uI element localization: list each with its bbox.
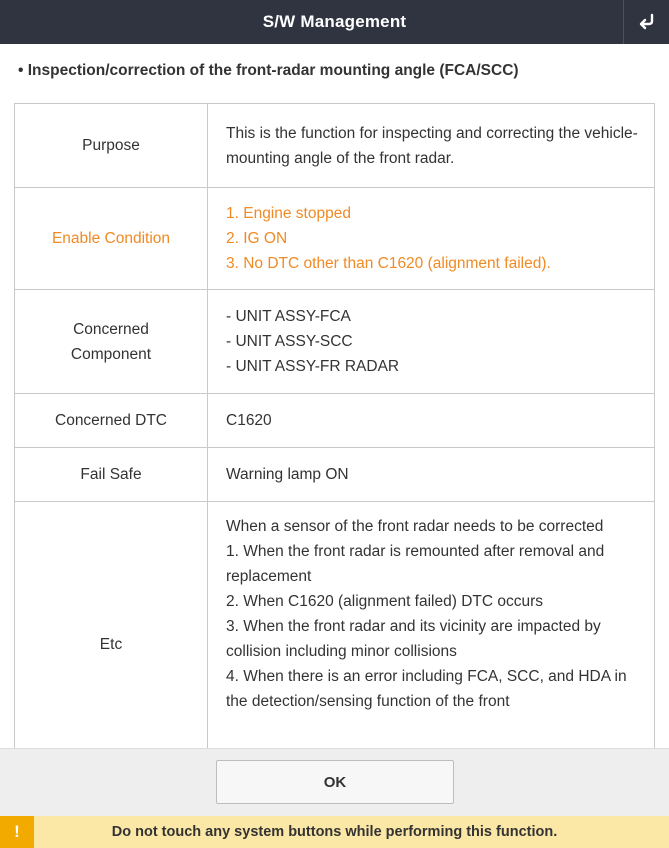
enable-condition-value <box>208 188 655 290</box>
table-row-enable-condition <box>15 188 655 290</box>
purpose-text: This is the function for inspecting and correcting the vehicle-mounting angle of the front radar. <box>226 124 638 167</box>
enable-condition-label: Enable Condition <box>15 188 208 290</box>
table-row-purpose <box>15 104 655 188</box>
purpose-label: Purpose <box>15 104 208 188</box>
return-arrow-icon <box>637 12 657 32</box>
concerned-component-value <box>208 290 655 394</box>
etc-value <box>208 502 655 749</box>
concerned-dtc-value: C1620 <box>208 394 655 448</box>
dialog-footer <box>0 748 669 816</box>
warning-icon: ! <box>0 816 34 848</box>
list-item: - UNIT ASSY-SCC <box>226 333 353 350</box>
function-subtitle: • Inspection/correction of the front-radar mounting angle (FCA/SCC) <box>18 62 519 79</box>
table-row-concerned-dtc <box>15 394 655 448</box>
table-row-etc <box>15 502 655 749</box>
fail-safe-value: Warning lamp ON <box>208 448 655 502</box>
concerned-component-label: Concerned Component <box>15 290 208 394</box>
list-item: 3. No DTC other than C1620 (alignment failed). <box>226 255 551 272</box>
fail-safe-label: Fail Safe <box>15 448 208 502</box>
warning-text: Do not touch any system buttons while performing this function. <box>111 824 558 840</box>
list-item: 3. When the front radar and its vicinity are impacted by collision including minor collisions <box>226 618 601 660</box>
concerned-dtc-label: Concerned DTC <box>15 394 208 448</box>
table-row-concerned-component <box>15 290 655 394</box>
title-bar <box>0 0 669 44</box>
list-item: 2. IG ON <box>226 230 288 247</box>
page-title: S/W Management <box>262 12 407 31</box>
warning-bar <box>0 816 669 848</box>
list-item: When a sensor of the front radar needs to be corrected <box>226 518 604 535</box>
purpose-value <box>208 104 655 188</box>
return-button[interactable] <box>623 0 669 44</box>
etc-label: Etc <box>15 502 208 749</box>
ok-button[interactable]: OK <box>216 760 454 804</box>
table-row-fail-safe <box>15 448 655 502</box>
list-item: 1. Engine stopped <box>226 205 351 222</box>
info-table <box>14 103 655 748</box>
list-item: 4. When there is an error including FCA, SCC, and HDA in the detection/sensing function of the front <box>226 668 627 710</box>
list-item: - UNIT ASSY-FCA <box>226 308 351 325</box>
info-table-scroll-area[interactable] <box>14 103 655 748</box>
list-item: 1. When the front radar is remounted after removal and replacement <box>226 543 605 585</box>
list-item: - UNIT ASSY-FR RADAR <box>226 358 400 375</box>
list-item: 2. When C1620 (alignment failed) DTC occurs <box>226 593 544 610</box>
